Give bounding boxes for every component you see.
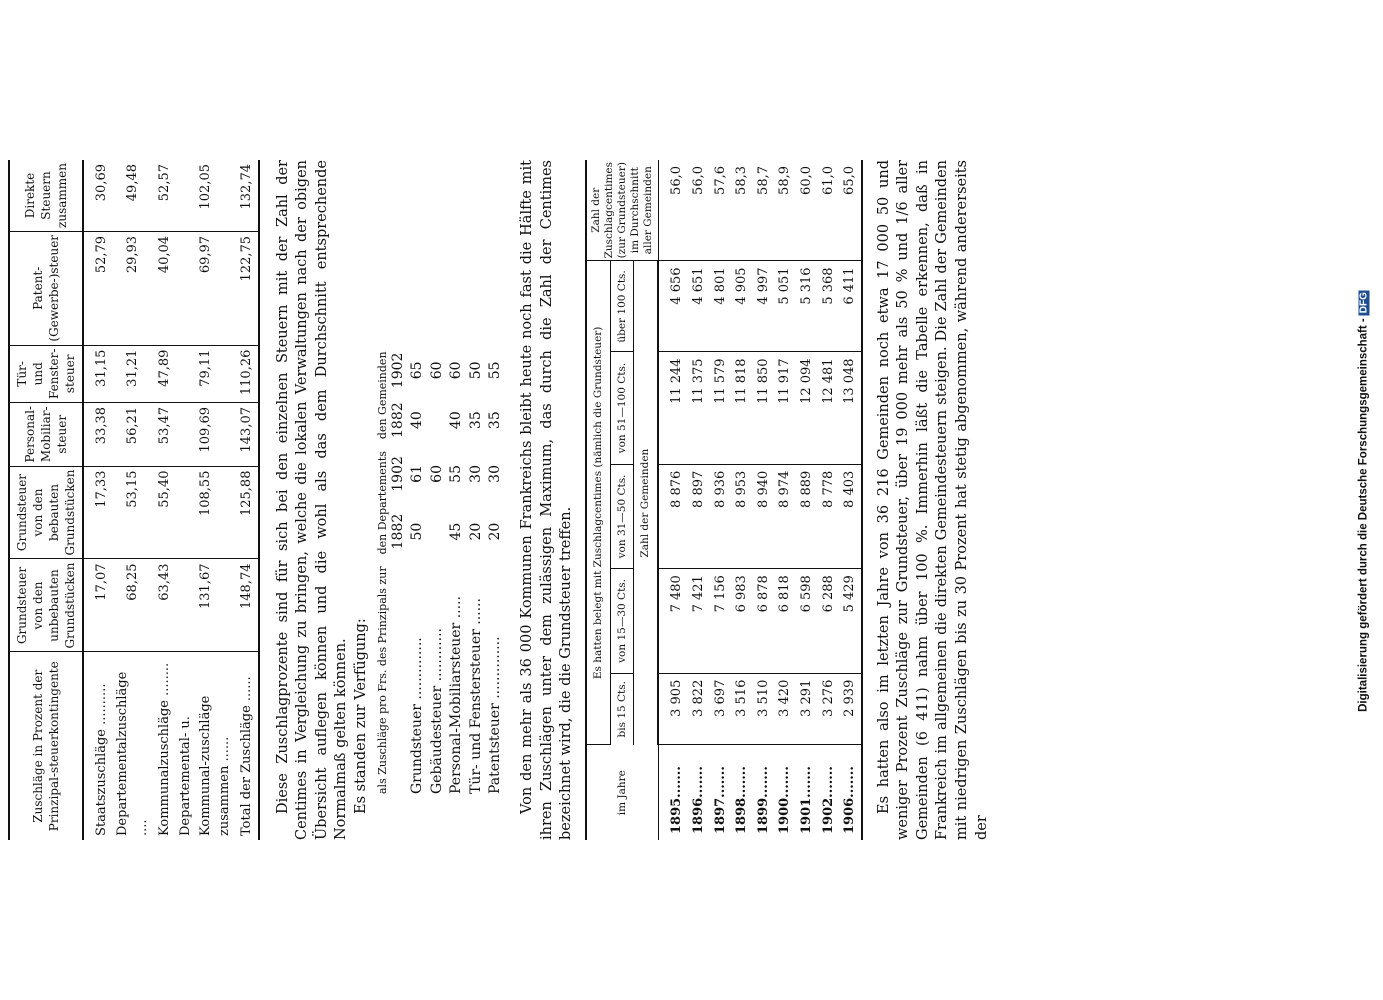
table-row (428, 345, 448, 800)
table-row (408, 345, 428, 800)
credit-label: Digitalisierung gefördert durch die Deutsche Forschungsgemeinschaft - (1357, 317, 1370, 712)
cell: 6 288 (818, 569, 840, 673)
cell: 122,75 (236, 231, 259, 345)
cell: 63,43 (154, 559, 176, 652)
cell: 8 876 (658, 464, 688, 568)
cell: 5 051 (774, 261, 796, 352)
t3-head-col: bis 15 Cts. (610, 673, 634, 745)
t2-head-dep: den Departements (375, 451, 389, 555)
table-row (154, 160, 176, 840)
cell: 11 375 (688, 352, 710, 464)
rates-table (376, 345, 507, 800)
cell: 69,97 (175, 231, 236, 345)
cell: 108,55 (175, 466, 236, 559)
table-row (467, 345, 487, 800)
table-row (753, 160, 775, 840)
t1-header-1: Grundsteuer von den unbebauten Grundstücken (9, 559, 83, 652)
cell: 58,9 (774, 160, 796, 261)
t1-header-4: Tür- und Fenster-steuer (9, 345, 83, 402)
cell: 31,15 (83, 345, 113, 402)
cell: 60 (428, 361, 445, 380)
cell: 132,74 (236, 160, 259, 231)
table-row (112, 160, 153, 840)
cell: 3 905 (658, 673, 688, 745)
cell: 52,57 (154, 160, 176, 231)
cell: 17,33 (83, 466, 113, 559)
cell: 40,04 (154, 231, 176, 345)
row-label: Personal-Mobiliarsteuer ..... (448, 596, 465, 794)
row-year: 1895....... (669, 766, 685, 834)
cell: 3 510 (753, 673, 775, 745)
cell: 7 156 (710, 569, 732, 673)
cell: 29,93 (112, 231, 153, 345)
t3-head-col: von 15—30 Cts. (610, 569, 634, 673)
row-label: Staatszuschläge .......... (93, 683, 109, 836)
cell: 55 (487, 361, 504, 380)
row-label: Departemental- u. Kommunal-zuschläge zusammen ...... (178, 695, 233, 836)
cell: 68,25 (112, 559, 153, 652)
table-row (731, 160, 753, 840)
cell: 55,40 (154, 466, 176, 559)
cell: 8 974 (774, 464, 796, 568)
cell: 2 939 (839, 673, 862, 745)
row-year: 1900....... (777, 766, 793, 834)
t3-head-col: von 51—100 Cts. (610, 352, 634, 464)
digitization-credit (1355, 8, 1377, 993)
cell: 12 481 (818, 352, 840, 464)
t2-year: 1902 (389, 456, 406, 492)
cell: 58,3 (731, 160, 753, 261)
t1-header-5: Patent-(Gewerbe-)steuer (9, 231, 83, 345)
cell: 102,05 (175, 160, 236, 231)
cell: 6 411 (839, 261, 862, 352)
paragraph-1: Diese Zuschlagprozente sind für sich bei den einzelnen Steuern mit der Zahl der Centimes in Vergleichung zu bringen, welche die lokalen Verwaltungen nach der obigen Übersicht auflegen können und die wohl als das dem Durchschnitt entsprechende Normalmaß gelten können. (274, 160, 350, 840)
cell: 4 905 (731, 261, 753, 352)
t1-header-2: Grundsteuer von den bebauten Grundstücken (9, 466, 83, 559)
cell: 35 (487, 411, 504, 430)
t2-year: 1902 (389, 352, 406, 389)
cell: 8 940 (753, 464, 775, 568)
cell: 3 420 (774, 673, 796, 745)
table-row (236, 160, 259, 840)
cell: 53,15 (112, 466, 153, 559)
cell: 3 276 (818, 673, 840, 745)
cell: 35 (467, 411, 484, 430)
cell: 61,0 (818, 160, 840, 261)
cell: 17,07 (83, 559, 113, 652)
surcharge-table (8, 160, 260, 840)
table-row (839, 160, 862, 840)
cell: 40 (448, 411, 465, 430)
page-content (0, 160, 1021, 840)
cell: 53,47 (154, 402, 176, 466)
cell: 8 778 (818, 464, 840, 568)
cell: 56,0 (688, 160, 710, 261)
row-year: 1899....... (755, 766, 771, 834)
credit-text (1358, 8, 1376, 993)
cell: 8 953 (731, 464, 753, 568)
cell: 13 048 (839, 352, 862, 464)
row-label: Tür- und Fenstersteuer ...... (467, 598, 484, 794)
cell: 30 (467, 465, 484, 483)
cell: 8 897 (688, 464, 710, 568)
cell: 33,38 (83, 402, 113, 466)
row-year: 1906....... (842, 766, 858, 834)
row-label: Kommunalzuschläge ........ (156, 662, 172, 836)
cell: 20 (487, 522, 504, 541)
t2-year: 1882 (389, 402, 406, 438)
t2-head-label: als Zuschläge pro Frs. des Prinzipals zur (375, 566, 389, 794)
row-label: Total der Zuschläge ...... (238, 676, 254, 836)
cell: 11 818 (731, 352, 753, 464)
cell: 6 878 (753, 569, 775, 673)
cell: 12 094 (796, 352, 818, 464)
paragraph-2: Es standen zur Verfügung: (352, 618, 369, 814)
dfg-logo: DFG (1358, 291, 1370, 313)
row-year: 1897....... (712, 766, 728, 834)
row-year: 1898....... (734, 766, 750, 834)
cell: 61 (409, 465, 426, 483)
cell: 125,88 (236, 466, 259, 559)
table-row (658, 160, 688, 840)
cell: 8 403 (839, 464, 862, 568)
table-row (486, 345, 506, 800)
cell: 5 429 (839, 569, 862, 673)
cell: 4 801 (710, 261, 732, 352)
row-year: 1901....... (798, 766, 814, 834)
cell: 6 598 (796, 569, 818, 673)
cell: 11 917 (774, 352, 796, 464)
t3-head-col: über 100 Cts. (610, 261, 634, 352)
cell: 3 291 (796, 673, 818, 745)
table-row (710, 160, 732, 840)
row-label: Departementalzuschläge .... (115, 671, 150, 836)
cell: 4 997 (753, 261, 775, 352)
paragraph-4: Es hatten also im letzten Jahre von 36 216 Gemeinden noch etwa 17 000 50 und weniger Prozent Zuschläge zur Grundsteuer, über 19 000 mehr als 50 % und 1/6 aller Gemeinden (6 411) nahm über 100 %. Immerhin läßt die Tabelle erkennen, daß in Frankreich im allgemeinen die direkten Gemeindesteuern steigen. Die Zahl der Gemeinden mit niedrigen Zuschlägen bis zu 30 Prozent hat stetig abgenommen, während andererseits der (875, 160, 990, 840)
cell (428, 503, 448, 561)
cell: 7 421 (688, 569, 710, 673)
row-label: Grundsteuer .............. (409, 637, 426, 794)
t3-head-sub: Zahl der Gemeinden (634, 261, 658, 745)
cell: 5 368 (818, 261, 840, 352)
cell: 65 (409, 361, 426, 380)
cell: 56,0 (658, 160, 688, 261)
cell: 8 936 (710, 464, 732, 568)
cell (428, 395, 448, 445)
cell: 30 (487, 465, 504, 483)
cell: 5 316 (796, 261, 818, 352)
cell: 11 244 (658, 352, 688, 464)
table-row (796, 160, 818, 840)
table-row (688, 160, 710, 840)
cell: 4 656 (658, 261, 688, 352)
cell: 60 (448, 361, 465, 380)
cell: 45 (448, 522, 465, 541)
cell: 47,89 (154, 345, 176, 402)
row-label: Patentsteuer .............. (487, 636, 504, 794)
cell: 4 651 (688, 261, 710, 352)
cell: 20 (467, 522, 484, 541)
cell: 49,48 (112, 160, 153, 231)
table-row (175, 160, 236, 840)
cell: 3 822 (688, 673, 710, 745)
row-year: 1896....... (690, 766, 706, 834)
cell: 60 (428, 465, 445, 483)
t3-head-last: Zahl der Zuschlagcentimes (zur Grundsteuer) im Durchschnitt aller Gemeinden (586, 160, 659, 261)
cell: 79,11 (175, 345, 236, 402)
row-year: 1902....... (820, 766, 836, 834)
cell: 109,69 (175, 402, 236, 466)
cell: 52,79 (83, 231, 113, 345)
cell: 148,74 (236, 559, 259, 652)
cell: 50 (467, 361, 484, 380)
t2-head-gem: den Gemeinden (375, 351, 389, 440)
t2-year: 1882 (389, 513, 406, 550)
table-row (774, 160, 796, 840)
row-label: Gebäudesteuer ............ (428, 628, 445, 794)
cell: 65,0 (839, 160, 862, 261)
cell: 3 697 (710, 673, 732, 745)
cell: 50 (409, 522, 426, 541)
communes-table (585, 160, 863, 840)
cell: 31,21 (112, 345, 153, 402)
cell: 110,26 (236, 345, 259, 402)
cell: 6 983 (731, 569, 753, 673)
t1-header-6: Direkte Steuern zusammen (9, 160, 83, 231)
table-row (447, 345, 467, 800)
cell: 55 (448, 465, 465, 483)
cell: 131,67 (175, 559, 236, 652)
paragraph-3: Von den mehr als 36 000 Kommunen Frankreichs bleibt heute noch fast die Hälfte mit ihren Zuschlägen unter dem zulässigen Maximum, das durch die Zahl der Centimes bezeichnet wird, die die Grundsteuer treffen. (519, 160, 575, 840)
cell: 56,21 (112, 402, 153, 466)
t3-head-top: Es hatten belegt mit Zuschlagcentimes (nämlich die Grundsteuer) (586, 261, 610, 745)
cell: 40 (409, 411, 426, 430)
cell: 57,6 (710, 160, 732, 261)
cell: 6 818 (774, 569, 796, 673)
table-row (818, 160, 840, 840)
cell: 11 850 (753, 352, 775, 464)
table-row (83, 160, 113, 840)
t3-head-year: im Jahre (586, 745, 659, 840)
cell: 7 480 (658, 569, 688, 673)
cell: 8 889 (796, 464, 818, 568)
cell: 58,7 (753, 160, 775, 261)
t3-head-col: von 31—50 Cts. (610, 464, 634, 568)
cell: 60,0 (796, 160, 818, 261)
t1-header-3: Personal-Mobiliar-steuer (9, 402, 83, 466)
t1-header-0: Zuschläge in Prozent der Prinzipal-steuerkontingente (9, 652, 83, 840)
cell: 11 579 (710, 352, 732, 464)
cell: 3 516 (731, 673, 753, 745)
cell: 30,69 (83, 160, 113, 231)
cell: 143,07 (236, 402, 259, 466)
